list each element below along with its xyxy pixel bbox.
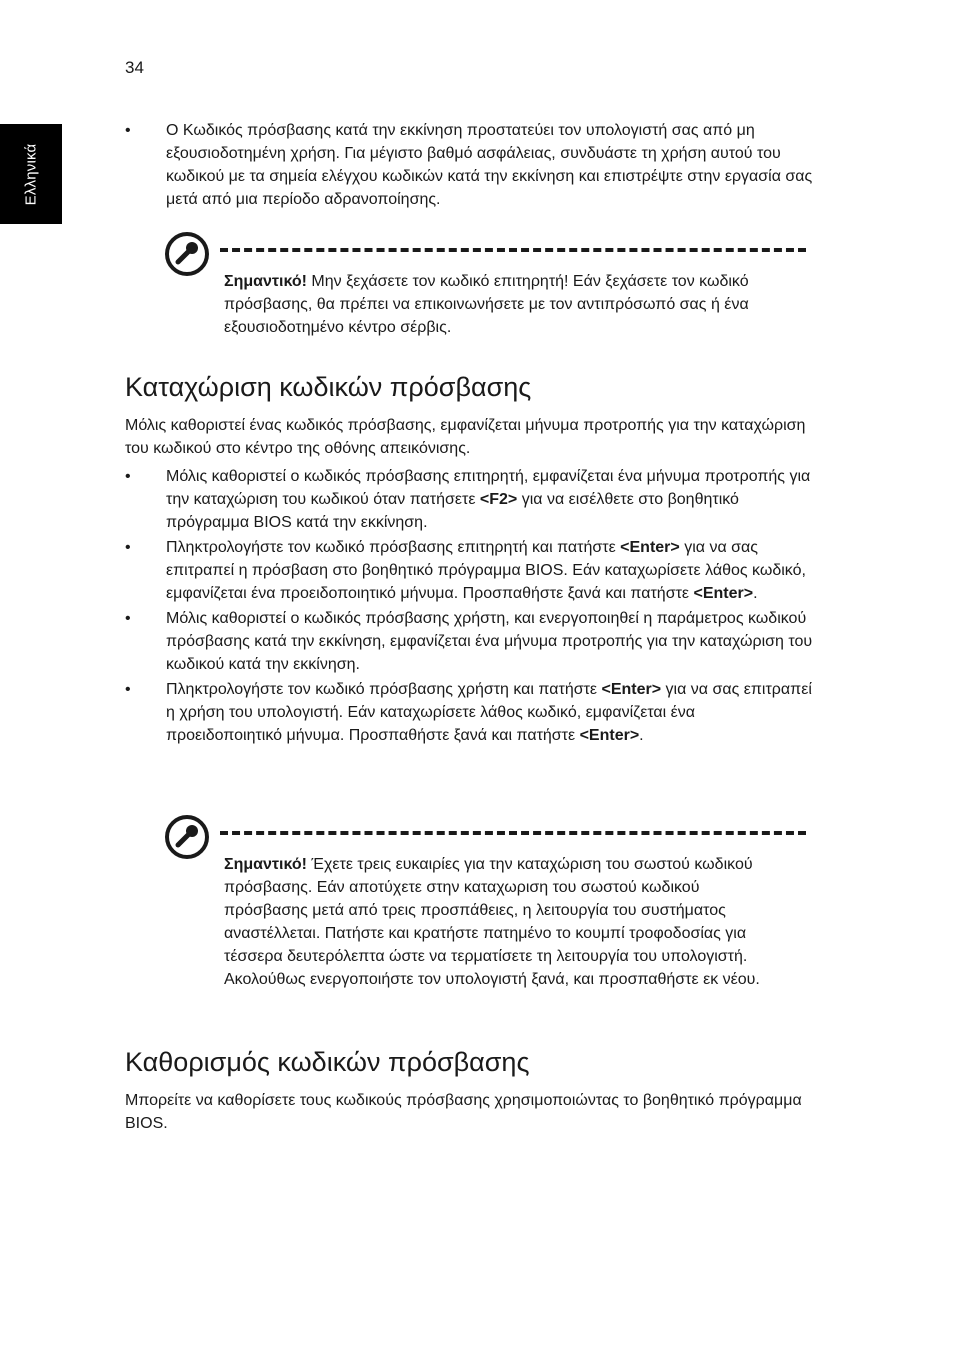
- list-item-text: Πληκτρολογήστε τον κωδικό πρόσβασης επιτηρητή και πατήστε: [166, 539, 621, 556]
- language-tab-label: Ελληνικά: [22, 143, 40, 205]
- note-icon: [164, 814, 210, 860]
- list-item-text: .: [639, 727, 644, 744]
- note-divider: [220, 248, 806, 252]
- list-item-text: για να σας επιτραπεί η πρόσβαση στο βοηθητικό πρόγραμμα BIOS. Εάν καταχωρίσετε λάθος κωδικό, εμφανίζεται ένα προειδοποιητικό μήνυμα. Προσπαθήστε ξανά και πατήστε: [166, 539, 806, 602]
- list-item-text: Ο Κωδικός πρόσβασης κατά την εκκίνηση προστατεύει τον υπολογιστή σας από μη εξουσιοδοτημένη χρήση. Για μέγιστο βαθμό ασφάλειας, συνδυάστε τη χρήση αυτού του κωδικού με τα σημεία ελέγχου κωδικών κατά την εκκίνηση και επιστρέψτε στην εργασία σας μετά από μια περίοδο αδρανοποίησης.: [166, 122, 813, 208]
- note-divider: [220, 831, 806, 835]
- list-item: [125, 465, 815, 534]
- key-label: <F2>: [479, 491, 518, 508]
- note-label: Σημαντικό!: [224, 273, 307, 290]
- page-number: 34: [125, 58, 144, 77]
- list-item-text: Μόλις καθοριστεί ο κωδικός πρόσβασης χρήστη, και ενεργοποιηθεί η παράμετρος κωδικού πρόσβασης κατά την εκκίνηση, εμφανίζεται ένα μήνυμα προτροπής για την καταχώριση του κωδικού κατά την εκκίνηση.: [166, 610, 813, 673]
- note-body: Έχετε τρεις ευκαιρίες για την καταχώριση του σωστού κωδικού πρόσβασης. Εάν αποτύχετε στην καταχωριση του σωστού κωδικού πρόσβασης μετά από τρεις προσπάθειες, η λειτουργία του συστήματος αναστέλλεται. Πατήστε και κρατήστε πατημένο το κουμπί τροφοδοσίας για τέσσερα δευτερόλεπτα ώστε να τερματίσετε τη λειτουργία του υπολογιστή. Ακολούθως ενεργοποιήστε τον υπολογιστή ξανά, και προσπαθήστε εκ νέου.: [224, 856, 760, 988]
- section-heading: Καθορισμός κωδικών πρόσβασης: [125, 1047, 530, 1077]
- list-item-text: Μόλις καθοριστεί ο κωδικός πρόσβασης επιτηρητή, εμφανίζεται ένα μήνυμα προτροπής για την καταχώριση του κωδικού όταν πατήσετε: [166, 468, 811, 508]
- note-important: [224, 270, 784, 339]
- note-label: Σημαντικό!: [224, 856, 307, 873]
- list-item: [125, 678, 815, 747]
- language-tab: [0, 124, 62, 224]
- key-label: <Enter>: [693, 585, 754, 602]
- section-paragraph: Μπορείτε να καθορίσετε τους κωδικούς πρόσβασης χρησιμοποιώντας το βοηθητικό πρόγραμμα BIOS.: [125, 1092, 802, 1132]
- bullet: •: [125, 468, 131, 485]
- bullet: •: [125, 681, 131, 698]
- list-item-text: Πληκτρολογήστε τον κωδικό πρόσβασης χρήστη και πατήστε: [166, 681, 602, 698]
- bullet: •: [125, 610, 131, 627]
- list-item-text: .: [753, 585, 758, 602]
- intro-list: [125, 119, 815, 211]
- bullet: •: [125, 539, 131, 556]
- section-paragraph: Μόλις καθοριστεί ένας κωδικός πρόσβασης, εμφανίζεται μήνυμα προτροπής για την καταχώριση του κωδικού στο κέντρο της οθόνης απεικόνισης.: [125, 417, 806, 457]
- key-label: <Enter>: [579, 727, 640, 744]
- list-item-text: για να εισέλθετε στο βοηθητικό πρόγραμμα BIOS κατά την εκκίνηση.: [166, 491, 739, 531]
- list-item: [125, 536, 815, 605]
- note-body: Μην ξεχάσετε τον κωδικό επιτηρητή! Εάν ξεχάσετε τον κωδικό πρόσβασης, θα πρέπει να επικοινωνήσετε με τον αντιπρόσωπό σας ή ένα εξουσιοδοτημένο κέντρο σέρβις.: [224, 273, 749, 336]
- key-label: <Enter>: [620, 539, 680, 556]
- note-icon: [164, 231, 210, 277]
- bullet: •: [125, 122, 131, 139]
- key-label: <Enter>: [601, 681, 662, 698]
- note-important: [224, 853, 784, 991]
- list-item: [125, 607, 815, 676]
- section-heading: Καταχώριση κωδικών πρόσβασης: [125, 372, 532, 402]
- list-item-text: για να σας επιτραπεί η χρήση του υπολογιστή. Εάν καταχωρίσετε λάθος κωδικό, εμφανίζεται ένα προειδοποιητικό μήνυμα. Προσπαθήστε ξανά και πατήστε: [166, 681, 812, 744]
- list-item: [125, 119, 815, 211]
- section-list: [125, 465, 815, 747]
